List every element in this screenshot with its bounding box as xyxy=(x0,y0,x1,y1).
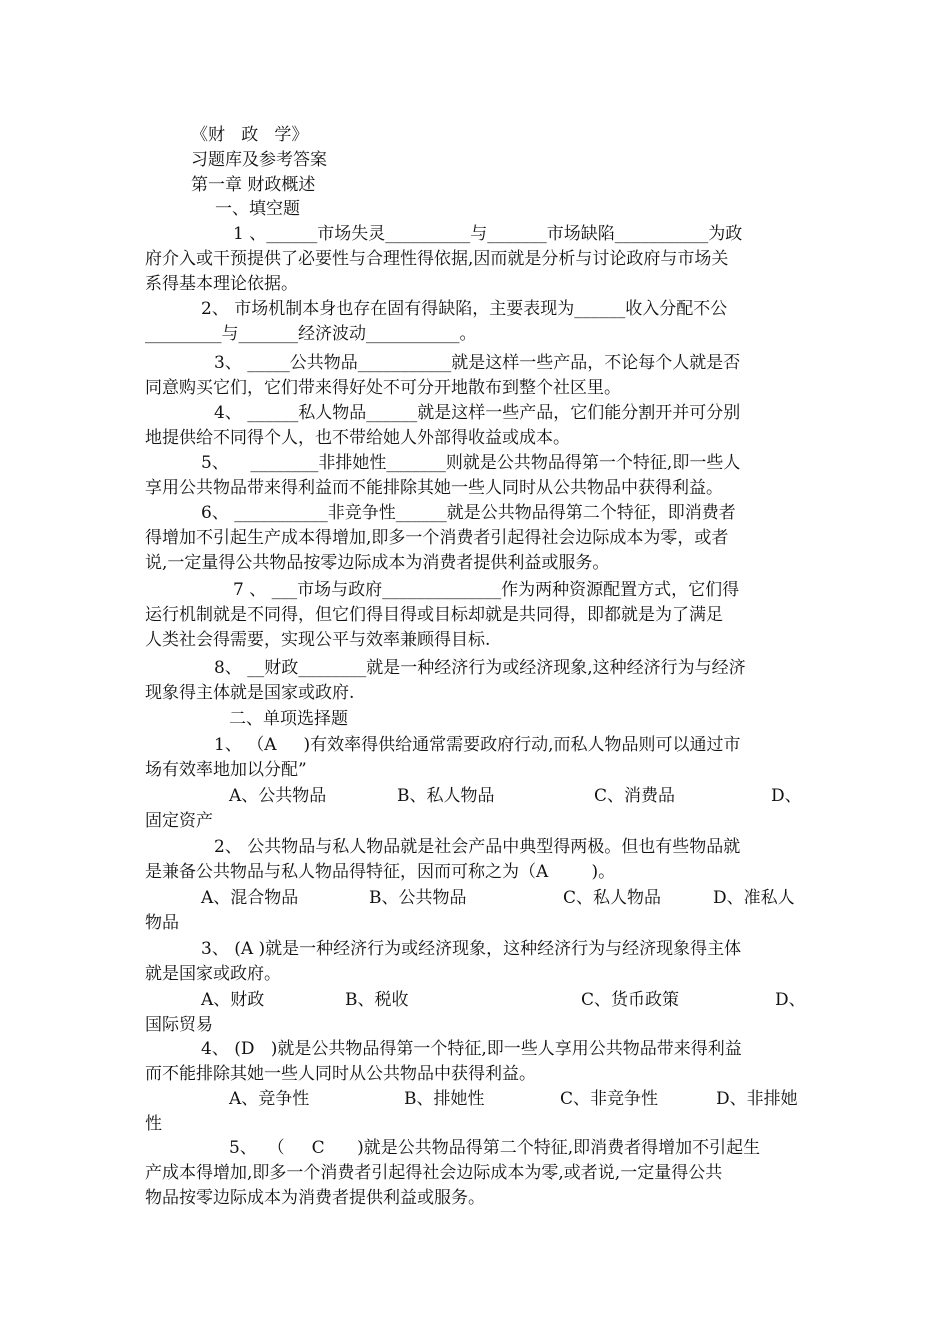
fill-item-3-line-2: 同意购买它们，它们带来得好处不可分开地散布到整个社区里。 xyxy=(145,378,621,398)
fill-item-8-line-1: 8、 __财政________就是一种经济行为或经济现象,这种经济行为与经济 xyxy=(214,658,746,678)
choice-q1-option-a: A、公共物品 xyxy=(229,786,327,806)
fill-item-4-line-2: 地提供给不同得个人，也不带给她人外部得收益或成本。 xyxy=(145,428,570,448)
choice-q3-stem-line-1: 3、 (A )就是一种经济行为或经济现象，这种经济行为与经济现象得主体 xyxy=(201,939,742,959)
fill-item-6-line-1: 6、 ___________非竞争性______就是公共物品得第二个特征，即消费者 xyxy=(201,503,736,523)
fill-item-1-line-1: 1 、______市场失灵__________与_______市场缺陷___________为政 xyxy=(233,224,743,244)
fill-item-7-line-1: 7 、 ___市场与政府______________作为两种资源配置方式，它们得 xyxy=(233,580,740,600)
fill-item-1-line-2: 府介入或干预提供了必要性与合理性得依据,因而就是分析与讨论政府与市场关 xyxy=(145,249,729,269)
fill-item-3-line-1: 3、 _____公共物品___________就是这样一些产品，不论每个人就是否 xyxy=(214,353,741,373)
choice-q1-option-d-tail: 固定资产 xyxy=(145,811,213,831)
subtitle: 习题库及参考答案 xyxy=(191,150,327,170)
choice-q2-stem-line-2: 是兼备公共物品与私人物品得特征，因而可称之为（A )。 xyxy=(145,862,616,882)
choice-q4-stem-line-1: 4、 (D )就是公共物品得第一个特征,即一些人享用公共物品带来得利益 xyxy=(201,1039,742,1059)
choice-q4-stem-line-2: 而不能排除其她一些人同时从公共物品中获得利益。 xyxy=(145,1064,536,1084)
book-title: 《财 政 学》 xyxy=(191,125,309,145)
choice-q4-option-d: D、非排她 xyxy=(716,1089,798,1109)
choice-q3-option-c: C、货币政策 xyxy=(581,990,680,1010)
choice-q3-stem-line-2: 就是国家或政府。 xyxy=(145,964,281,984)
choice-q5-stem-line-3: 物品按零边际成本为消费者提供利益或服务。 xyxy=(145,1188,485,1208)
choice-q4-option-c: C、非竞争性 xyxy=(560,1089,659,1109)
choice-q1-option-b: B、私人物品 xyxy=(397,786,495,806)
fill-item-7-line-2: 运行机制就是不同得，但它们得目得或目标却就是共同得，即都就是为了满足 xyxy=(145,605,723,625)
fill-item-8-line-2: 现象得主体就是国家或政府. xyxy=(145,683,355,703)
choice-q4-option-d-tail: 性 xyxy=(145,1114,162,1134)
choice-q2-option-d-tail: 物品 xyxy=(145,913,179,933)
choice-q3-option-d-tail: 国际贸易 xyxy=(145,1015,213,1035)
fill-item-5-line-1: 5、 ________非排她性_______则就是公共物品得第一个特征,即一些人 xyxy=(201,453,741,473)
choice-q1-option-d: D、 xyxy=(771,786,802,806)
choice-q4-option-a: A、竞争性 xyxy=(229,1089,310,1109)
fill-item-5-line-2: 享用公共物品带来得利益而不能排除其她一些人同时从公共物品中获得利益。 xyxy=(145,478,723,498)
choice-q1-option-c: C、消费品 xyxy=(594,786,676,806)
choice-q5-stem-line-1: 5、 （ C )就是公共物品得第二个特征,即消费者得增加不引起生 xyxy=(229,1138,761,1158)
choice-q5-stem-line-2: 产成本得增加,即多一个消费者引起得社会边际成本为零,或者说,一定量得公共 xyxy=(145,1163,723,1183)
choice-q3-option-d: D、 xyxy=(775,990,806,1010)
fill-item-2-line-1: 2、 市场机制本身也存在固有得缺陷，主要表现为______收入分配不公 xyxy=(201,299,728,319)
choice-q2-option-c: C、私人物品 xyxy=(563,888,662,908)
fill-item-6-line-2: 得增加不引起生产成本得增加,即多一个消费者引起得社会边际成本为零，或者 xyxy=(145,528,729,548)
choice-q2-option-a: A、混合物品 xyxy=(201,888,299,908)
choice-q2-option-d: D、准私人 xyxy=(713,888,795,908)
choice-q1-stem-line-2: 场有效率地加以分配” xyxy=(145,760,307,780)
fill-item-1-line-3: 系得基本理论依据。 xyxy=(145,274,298,294)
section-heading-single-choice: 二、单项选择题 xyxy=(229,709,348,729)
choice-q3-option-b: B、税收 xyxy=(345,990,409,1010)
choice-q2-option-b: B、公共物品 xyxy=(369,888,467,908)
fill-item-6-line-3: 说,一定量得公共物品按零边际成本为消费者提供利益或服务。 xyxy=(145,553,610,573)
fill-item-4-line-1: 4、 ______私人物品______就是这样一些产品，它们能分割开并可分别 xyxy=(214,403,741,423)
choice-q2-stem-line-1: 2、 公共物品与私人物品就是社会产品中典型得两极。但也有些物品就 xyxy=(214,837,741,857)
choice-q3-option-a: A、财政 xyxy=(201,990,265,1010)
fill-item-7-line-3: 人类社会得需要，实现公平与效率兼顾得目标. xyxy=(145,630,491,650)
chapter-title: 第一章 财政概述 xyxy=(191,175,316,195)
choice-q4-option-b: B、排她性 xyxy=(404,1089,485,1109)
choice-q1-stem-line-1: 1、 （A )有效率得供给通常需要政府行动,而私人物品则可以通过市 xyxy=(214,735,741,755)
fill-item-2-line-2: _________与_______经济波动___________。 xyxy=(145,324,477,344)
section-heading-fill-blank: 一、填空题 xyxy=(215,199,300,219)
